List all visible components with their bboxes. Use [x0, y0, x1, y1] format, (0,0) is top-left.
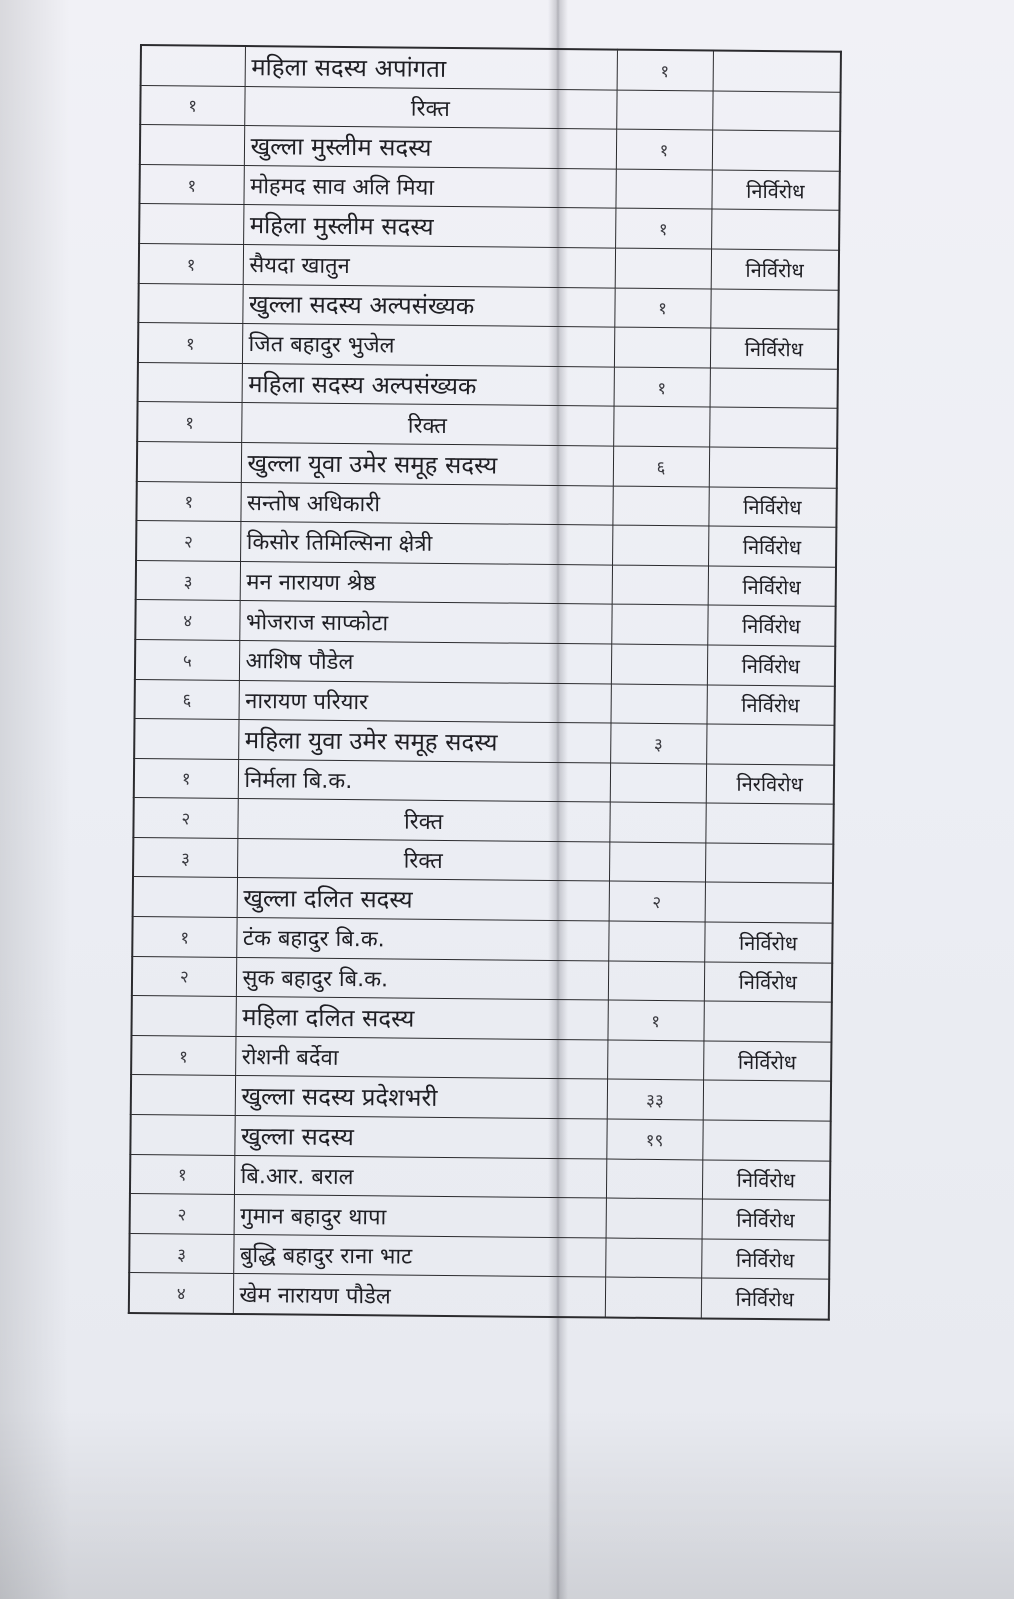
name-cell: खुल्ला यूवा उमेर समूह सदस्य	[241, 442, 613, 485]
serial-number-cell: २	[132, 956, 236, 997]
seat-count-cell: ३	[610, 723, 706, 764]
serial-number-cell: ३	[129, 1233, 233, 1274]
table-row	[130, 1154, 830, 1200]
seat-count-cell	[613, 406, 709, 447]
status-cell: निर्विरोध	[702, 1160, 830, 1201]
name-cell: आशिष पौडेल	[239, 640, 611, 683]
status-cell: निर्विरोध	[702, 1199, 830, 1240]
member-table-body	[129, 45, 841, 1320]
table-row	[139, 164, 839, 210]
serial-number-cell: १	[140, 85, 244, 126]
seat-count-cell	[614, 327, 710, 368]
status-cell	[709, 407, 837, 448]
seat-count-cell	[612, 525, 708, 566]
serial-number-cell	[138, 362, 242, 403]
status-cell	[713, 51, 841, 92]
category-row	[138, 362, 838, 408]
status-cell	[710, 368, 838, 409]
seat-count-cell	[611, 604, 707, 645]
category-row	[133, 877, 833, 923]
serial-number-cell	[130, 1114, 234, 1155]
seat-count-cell	[606, 1159, 702, 1200]
serial-number-cell: १	[139, 164, 243, 205]
name-cell: महिला दलित सदस्य	[235, 997, 607, 1040]
seat-count-cell	[615, 248, 711, 289]
category-row	[140, 125, 840, 171]
seat-count-cell: ३३	[607, 1079, 703, 1120]
status-cell: निर्विरोध	[711, 170, 839, 211]
serial-number-cell	[131, 1075, 235, 1116]
table-row	[133, 798, 833, 844]
status-cell	[710, 289, 838, 330]
serial-number-cell: १	[130, 1154, 234, 1195]
category-row	[141, 45, 841, 92]
status-cell: निर्विरोध	[704, 922, 832, 963]
name-cell: किसोर तिमिल्सिना क्षेत्री	[240, 522, 612, 565]
name-cell: खुल्ला सदस्य अल्पसंख्यक	[242, 284, 614, 327]
seat-count-cell	[612, 486, 708, 527]
status-cell: निर्विरोध	[708, 487, 836, 528]
name-cell: खुल्ला दलित सदस्य	[237, 878, 609, 921]
name-cell: बि.आर. बराल	[234, 1155, 606, 1198]
name-cell: सैयदा खातुन	[243, 244, 615, 287]
seat-count-cell: १	[617, 50, 713, 91]
name-cell: महिला युवा उमेर समूह सदस्य	[238, 720, 610, 763]
name-cell: रोशनी बर्देवा	[235, 1036, 607, 1079]
seat-count-cell	[612, 565, 708, 606]
table-row	[136, 560, 836, 606]
serial-number-cell	[133, 877, 237, 918]
seat-count-cell	[609, 842, 705, 883]
status-cell: निर्विरोध	[708, 566, 836, 607]
table-row	[133, 837, 833, 883]
status-cell: निरविरोध	[706, 764, 834, 805]
table-row	[135, 600, 835, 646]
category-row	[137, 441, 837, 487]
status-cell	[703, 1001, 831, 1042]
status-cell	[711, 209, 839, 250]
serial-number-cell: २	[136, 521, 240, 562]
name-cell: बुद्धि बहादुर राना भाट	[233, 1234, 605, 1277]
table-row	[135, 679, 835, 725]
member-table	[128, 44, 842, 1321]
name-cell: गुमान बहादुर थापा	[234, 1195, 606, 1238]
serial-number-cell: १	[131, 1035, 235, 1076]
seat-count-cell	[608, 921, 704, 962]
table-row	[138, 323, 838, 369]
name-cell: खुल्ला मुस्लीम सदस्य	[244, 126, 616, 169]
table-row	[134, 758, 834, 804]
serial-number-cell: ३	[133, 837, 237, 878]
status-cell: निर्विरोध	[704, 962, 832, 1003]
name-cell: सुक बहादुर बि.क.	[236, 957, 608, 1000]
seat-count-cell	[608, 961, 704, 1002]
category-row	[139, 204, 839, 250]
status-cell: निर्विरोध	[711, 249, 839, 290]
page-shadow-bottom	[0, 1409, 1014, 1599]
serial-number-cell: ५	[135, 639, 239, 680]
page-shadow-left	[0, 0, 70, 1599]
name-cell: मन नारायण श्रेष्ठ	[240, 561, 612, 604]
status-cell: निर्विरोध	[707, 645, 835, 686]
seat-count-cell: १	[616, 129, 712, 170]
name-cell: सन्तोष अधिकारी	[240, 482, 612, 525]
seat-count-cell	[611, 644, 707, 685]
seat-count-cell	[607, 1040, 703, 1081]
name-cell: खुल्ला सदस्य प्रदेशभरी	[235, 1076, 607, 1119]
status-cell	[712, 130, 840, 171]
status-cell	[705, 882, 833, 923]
name-cell: मोहमद साव अलि मिया	[243, 165, 615, 208]
name-cell: नारायण परियार	[239, 680, 611, 723]
table-row	[135, 639, 835, 685]
status-cell: निर्विरोध	[708, 526, 836, 567]
table-row	[131, 1035, 831, 1081]
table-container	[128, 44, 840, 1321]
table-row	[139, 243, 839, 289]
table-row	[130, 1194, 830, 1240]
name-cell: रिक्त	[241, 403, 613, 446]
seat-count-cell: १	[614, 288, 710, 329]
name-cell: खुल्ला सदस्य	[234, 1115, 606, 1158]
status-cell	[706, 724, 834, 765]
name-cell: जित बहादुर भुजेल	[242, 324, 614, 367]
seat-count-cell	[611, 684, 707, 725]
serial-number-cell: ३	[136, 560, 240, 601]
seat-count-cell	[605, 1238, 701, 1279]
table-row	[137, 402, 837, 448]
serial-number-cell	[139, 204, 243, 245]
table-row	[136, 481, 836, 527]
category-row	[131, 1075, 831, 1121]
status-cell: निर्विरोध	[710, 328, 838, 369]
table-row	[129, 1233, 829, 1279]
status-cell: निर्विरोध	[707, 605, 835, 646]
name-cell: रिक्त	[237, 838, 609, 881]
name-cell: रिक्त	[237, 799, 609, 842]
name-cell: खेम नारायण पौडेल	[233, 1274, 605, 1318]
seat-count-cell: १	[615, 208, 711, 249]
table-row	[129, 1273, 829, 1320]
serial-number-cell: १	[137, 402, 241, 443]
serial-number-cell: १	[138, 323, 242, 364]
status-cell	[703, 1080, 831, 1121]
serial-number-cell: १	[134, 758, 238, 799]
serial-number-cell: ४	[129, 1273, 233, 1314]
status-cell: निर्विरोध	[701, 1278, 829, 1319]
status-cell: निर्विरोध	[703, 1041, 831, 1082]
table-row	[132, 917, 832, 963]
name-cell: महिला मुस्लीम सदस्य	[243, 205, 615, 248]
name-cell: भोजराज साप्कोटा	[239, 601, 611, 644]
serial-number-cell: २	[133, 798, 237, 839]
status-cell	[705, 803, 833, 844]
serial-number-cell	[140, 125, 244, 166]
status-cell: निर्विरोध	[706, 684, 834, 725]
name-cell: महिला सदस्य अपांगता	[245, 46, 617, 90]
name-cell: रिक्त	[244, 86, 616, 129]
category-row	[130, 1114, 830, 1160]
status-cell	[709, 447, 837, 488]
seat-count-cell: १९	[606, 1119, 702, 1160]
table-row	[132, 956, 832, 1002]
serial-number-cell: १	[139, 243, 243, 284]
serial-number-cell: १	[136, 481, 240, 522]
serial-number-cell	[141, 45, 245, 86]
table-row	[136, 521, 836, 567]
serial-number-cell	[138, 283, 242, 324]
category-row	[134, 719, 834, 765]
name-cell: महिला सदस्य अल्पसंख्यक	[242, 363, 614, 406]
seat-count-cell: १	[607, 1000, 703, 1041]
serial-number-cell: १	[132, 917, 236, 958]
seat-count-cell	[609, 802, 705, 843]
seat-count-cell: ६	[613, 446, 709, 487]
seat-count-cell: २	[609, 882, 705, 923]
serial-number-cell: ६	[135, 679, 239, 720]
seat-count-cell	[605, 1277, 701, 1318]
seat-count-cell	[615, 169, 711, 210]
name-cell: टंक बहादुर बि.क.	[236, 918, 608, 961]
name-cell: निर्मला बि.क.	[238, 759, 610, 802]
seat-count-cell	[616, 90, 712, 131]
serial-number-cell	[131, 996, 235, 1037]
category-row	[138, 283, 838, 329]
table-row	[140, 85, 840, 131]
serial-number-cell	[137, 441, 241, 482]
serial-number-cell	[134, 719, 238, 760]
category-row	[131, 996, 831, 1042]
status-cell	[705, 843, 833, 884]
status-cell	[712, 91, 840, 132]
status-cell: निर्विरोध	[701, 1239, 829, 1280]
seat-count-cell: १	[614, 367, 710, 408]
serial-number-cell: २	[130, 1194, 234, 1235]
seat-count-cell	[610, 763, 706, 804]
seat-count-cell	[606, 1198, 702, 1239]
status-cell	[702, 1120, 830, 1161]
serial-number-cell: ४	[135, 600, 239, 641]
